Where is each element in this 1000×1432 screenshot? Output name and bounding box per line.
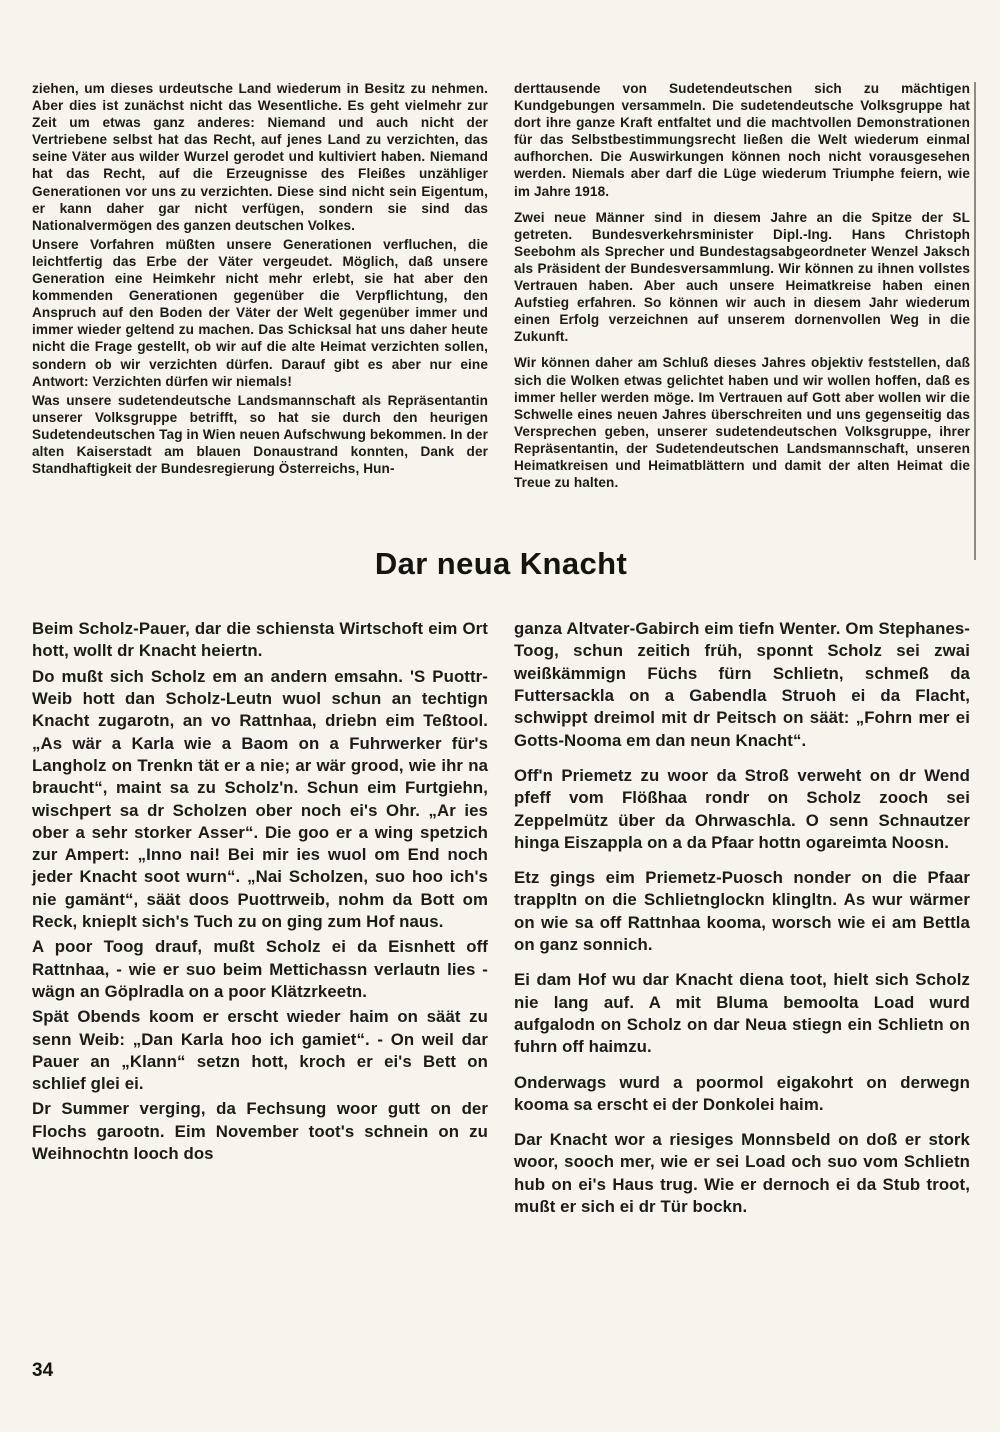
story-paragraph: Onderwags wurd a poormol eigakohrt on derwegn kooma sa erscht ei der Donkolei haim.: [514, 1072, 970, 1114]
story-left-column: [32, 618, 488, 1231]
page-number: 34: [32, 1360, 54, 1381]
article-paragraph: Unsere Vorfahren müßten unsere Generationen verfluchen, die leichtfertig das Erbe der Väter vergeudet. Möglich, daß unsere Generation eine Heimkehr nicht mehr erlebt, sie hat aber den kommenden Generationen gegenüber die Verpflichtung, den Anspruch auf den Boden der Väter der Welt gegenüber immer und immer wieder geltend zu machen. Das Schicksal hat uns daher heute nicht die Frage gestellt, ob wir auf die alte Heimat verzichten sollen, sondern ob wir verzichten dürfen. Darauf gibt es aber nur eine Antwort: Verzichten dürfen wir niemals!: [32, 236, 488, 389]
article-paragraph: ziehen, um dieses urdeutsche Land wiederum in Besitz zu nehmen. Aber dies ist zunächst nicht das Wesentliche. Es geht vielmehr zur Zeit um etwas ganz anderes: Niemand und auch nicht der Vertriebene selbst hat das Recht, auf jenes Land zu verzichten, das seine Väter aus wilder Wurzel gerodet und kultiviert haben. Niemand hat das Recht, auf die Erzeugnisse des Fleißes unzähliger Generationen vor uns zu verzichten. Diese sind nicht sein Eigentum, er kann daher gar nicht verfügen, sondern sie sind das Nationalvermögen des ganzen deutschen Volkes.: [32, 81, 488, 233]
story-headline: Dar neua Knacht: [374, 546, 628, 582]
story-paragraph: Dar Knacht wor a riesiges Monnsbeld on doß er stork woor, sooch mer, wie er sei Load och suo vom Schlietn hub on ei's Haus trug. Wie er dernoch ei da Stub troot, mußt er sich ei dr Tür bockn.: [514, 1130, 970, 1216]
article-paragraph: Zwei neue Männer sind in diesem Jahre an die Spitze der SL getreten. Bundesverkehrsminister Dipl.-Ing. Hans Christoph Seebohm als Sprecher und Bundestagsabgeordneter Wenzel Jaksch als Präsident der Bundesversammlung. Wir können zu ihnen vollstes Vertrauen haben. Aber auch unsere Heimatkreise haben einen Aufstieg erfahren. So können wir auch in diesem Jahr wiederum einen Erfolg verzeichnen auf unserem dornenvollen Weg in die Zukunft.: [514, 209, 970, 345]
story-body: [32, 618, 970, 1231]
story-paragraph: Beim Scholz-Pauer, dar die schiensta Wirtschoft eim Ort hott, wollt dr Knacht heiertn.: [32, 619, 488, 661]
article-continuation: [32, 80, 970, 500]
article-right-column: [514, 80, 970, 500]
story-paragraph: Do mußt sich Scholz em an andern emsahn. 'S Puottr-Weib hott dan Scholz-Leutn wuol schun an techtign Knacht zugarotn, an vo Rattnhaa, driebn eim Teßtool. „As wär a Karla wie a Baom on a Fuhrwerker für's Langholz on Trenkn tät er a nie; ar wär grood, wie ihr na braucht“, maint sa zu Scholz'n. Schun eim Furtgiehn, wischpert sa dr Scholzen ober noch ei's Ohr. „Ar ies ober a sehr storker Asser“. Die goo er a wing spetzich zur Ampert: „Inno nai! Bei mir ies wuol om End noch jeder Knacht soot wurn“. „Nai Scholzen, suo hoo ich's nie gamänt“, säät doos Puottrweib, nohm da Bott om Reck, knieplt sich's Tuch zu on ging zum Hof naus.: [32, 666, 488, 932]
story-paragraph: Off'n Priemetz zu woor da Stroß verweht on dr Wend pfeff vom Flößhaa rondr on Scholz zooch sei Zeppelmütz über da Ohrwaschla. O senn Schnautzer hinga Eiszappla on a da Pfaar hottn ogareimta Noosn.: [514, 765, 970, 852]
article-paragraph: Was unsere sudetendeutsche Landsmannschaft als Repräsentantin unserer Volksgruppe betrifft, so hat sie durch den heurigen Sudetendeutschen Tag in Wien neuen Aufschwung bekommen. In der alten Kaiserstadt am blauen Donaustrand konnten, Dank der Standhaftigkeit der Bundesregierung Österreichs, Hun-: [32, 392, 488, 477]
story-paragraph: Etz gings eim Priemetz-Puosch nonder on die Pfaar trappltn on die Schlietnglockn klingltn. As wur wärmer on wie sa off Rattnhaa kooma, worsch wie ei am Bettla on ganz sonnich.: [514, 868, 970, 955]
story-paragraph: ganza Altvater-Gabirch eim tiefn Wenter. Om Stephanes-Toog, schun zeitich früh, sponnt Scholz sei zwai weißkämmign Füchs fürn Schlietn, schmeß da Futtersackla on a Gabendla Struoh ei da Flacht, schwippt dreimol mit dr Peitsch on säät: „Fohrn mer ei Gotts-Nooma em dan neun Knacht“.: [514, 619, 970, 750]
story-paragraph: Ei dam Hof wu dar Knacht diena toot, hielt sich Scholz nie lang auf. A mit Bluma bemoolta Load wurd aufgalodn on Scholz on dar Neua stiegn ein Schlietn on fuhrn off haimzu.: [514, 970, 970, 1057]
page-edge-rule: [974, 82, 976, 560]
story-paragraph: Dr Summer verging, da Fechsung woor gutt on der Flochs garootn. Eim November toot's schnein on zu Weihnochtn looch dos: [32, 1099, 488, 1163]
article-left-column: [32, 80, 488, 500]
article-paragraph: derttausende von Sudetendeutschen sich zu mächtigen Kundgebungen versammeln. Die sudetendeutsche Volksgruppe hat dort ihre ganze Kraft entfaltet und die machtvollen Demonstrationen für das Selbstbestimmungsrecht ließen die Welt wiederum einmal aufhorchen. Die Auswirkungen können noch nicht vorausgesehen werden. Niemals aber darf die Lüge wiederum Triumphe feiern, wie im Jahre 1918.: [514, 81, 970, 199]
story-right-column: [514, 618, 970, 1231]
story-paragraph: A poor Toog drauf, mußt Scholz ei da Eisnhett off Rattnhaa, - wie er suo beim Mettichassn verlautn lies - wägn an Göplradla on a poor Klätzrkeetn.: [32, 937, 488, 1001]
article-paragraph: Wir können daher am Schluß dieses Jahres objektiv feststellen, daß sich die Wolken etwas gelichtet haben und wir wollen hoffen, daß es immer heller werden möge. Im Vertrauen auf Gott aber wollen wir die Schwelle eines neuen Jahres überschreiten und uns gegenseitig das Versprechen geben, unserer sudetendeutschen Volksgruppe, ihrer Repräsentantin, der Sudetendeutschen Landsmannschaft, unseren Heimatkreisen und Heimatblättern und damit der alten Heimat die Treue zu halten.: [514, 355, 970, 491]
story-paragraph: Spät Obends koom er erscht wieder haim on säät zu senn Weib: „Dan Karla hoo ich gamiet“. - On weil dar Pauer an „Klann“ setzn hott, kroch er ei's Bett on schlief glei ei.: [32, 1007, 488, 1094]
